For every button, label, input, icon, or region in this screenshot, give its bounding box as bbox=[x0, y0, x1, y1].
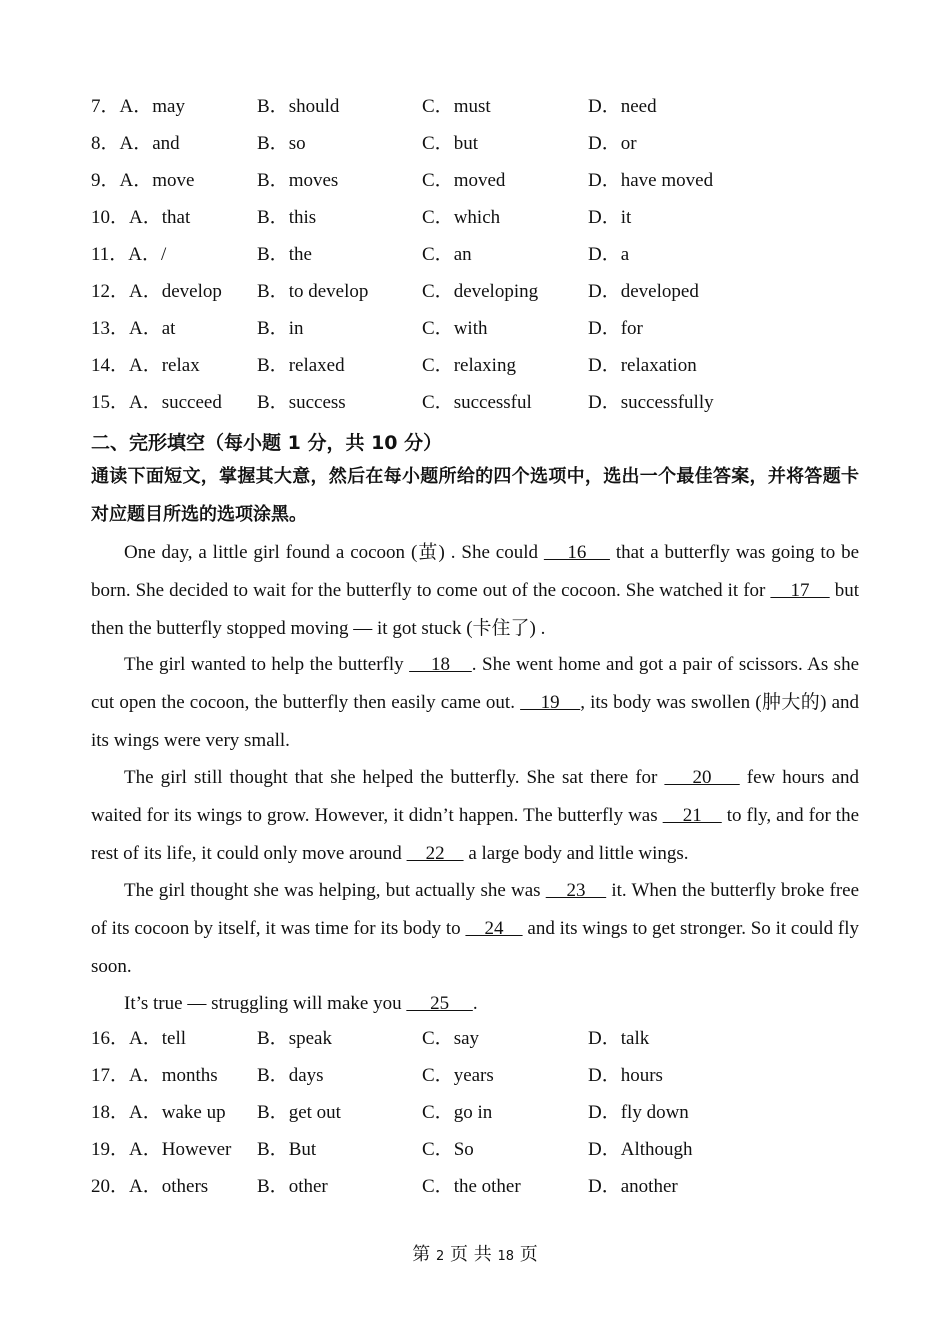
option-c: C．moved bbox=[422, 170, 506, 191]
option-d: D．another bbox=[588, 1176, 678, 1197]
option-c: C．say bbox=[422, 1028, 480, 1049]
option-d: D．fly down bbox=[588, 1102, 689, 1123]
option-d: D．talk bbox=[588, 1028, 650, 1049]
option-d: D．successfully bbox=[588, 392, 714, 413]
passage-paragraph-4: The girl thought she was helping, but actually she was 23 it. When the butterfly broke free of its cocoon by itself, it was time for its body to 24 and its wings to get stronger. So it could fly soon. bbox=[91, 880, 860, 977]
blank-23: 23 bbox=[545, 880, 607, 901]
option-a: 10．A．that bbox=[91, 207, 191, 228]
blank-19: 19 bbox=[520, 692, 581, 713]
page-total: 18 bbox=[497, 1249, 515, 1264]
option-b: B．But bbox=[257, 1139, 317, 1160]
option-c: C．the other bbox=[422, 1176, 521, 1197]
option-b: B．in bbox=[257, 318, 304, 339]
option-b: B．speak bbox=[257, 1028, 332, 1049]
option-a: 13．A．at bbox=[91, 318, 176, 339]
option-c: C．with bbox=[422, 318, 488, 339]
option-b: B．this bbox=[257, 207, 317, 228]
option-d: D．for bbox=[588, 318, 643, 339]
option-a: 16．A．tell bbox=[91, 1028, 187, 1049]
option-b: B．so bbox=[257, 133, 306, 154]
option-b: B．other bbox=[257, 1176, 328, 1197]
option-c: C．go in bbox=[422, 1102, 493, 1123]
blank-24: 24 bbox=[465, 918, 523, 939]
option-b: B．relaxed bbox=[257, 355, 345, 376]
blank-22: 22 bbox=[406, 843, 464, 864]
option-a: 18．A．wake up bbox=[91, 1102, 226, 1123]
passage-paragraph-3: The girl still thought that she helped the butterfly. She sat there for 20 few hours and waited for its wings to grow. However, it didn’t happen. The butterfly was 21 to fly, and for the rest of its life, it could only move around 22 a large body and little wings. bbox=[91, 767, 860, 864]
option-a: 11．A．/ bbox=[91, 244, 167, 265]
option-a: 17．A．months bbox=[91, 1065, 218, 1086]
option-b: B．moves bbox=[257, 170, 339, 191]
blank-25: 25 bbox=[406, 993, 473, 1014]
passage-paragraph-5: It’s true — struggling will make you 25 . bbox=[124, 993, 478, 1014]
option-a: 15．A．succeed bbox=[91, 392, 222, 413]
option-d: D．hours bbox=[588, 1065, 663, 1086]
section-heading: 二、完形填空（每小题 1 分，共 10 分） bbox=[91, 432, 443, 454]
option-d: D．relaxation bbox=[588, 355, 697, 376]
option-a: 19．A．However bbox=[91, 1139, 232, 1160]
option-b: B．the bbox=[257, 244, 312, 265]
option-a: 14．A．relax bbox=[91, 355, 200, 376]
option-d: D．it bbox=[588, 207, 632, 228]
option-b: B．get out bbox=[257, 1102, 341, 1123]
blank-17: 17 bbox=[770, 580, 830, 601]
option-d: D．have moved bbox=[588, 170, 714, 191]
blank-20: 20 bbox=[664, 767, 740, 788]
option-c: C．successful bbox=[422, 392, 532, 413]
option-d: D．or bbox=[588, 133, 637, 154]
option-b: B．should bbox=[257, 96, 340, 117]
option-b: B．success bbox=[257, 392, 346, 413]
page-footer: 第 2 页 共 18 页 bbox=[412, 1244, 538, 1265]
option-c: C．So bbox=[422, 1139, 474, 1160]
option-c: C．years bbox=[422, 1065, 494, 1086]
option-b: B．to develop bbox=[257, 281, 369, 302]
option-a: 12．A．develop bbox=[91, 281, 222, 302]
page-number: 2 bbox=[435, 1249, 445, 1264]
option-c: C．developing bbox=[422, 281, 539, 302]
option-c: C．relaxing bbox=[422, 355, 516, 376]
option-c: C．but bbox=[422, 133, 478, 154]
option-d: D．need bbox=[588, 96, 657, 117]
blank-21: 21 bbox=[662, 805, 722, 826]
option-c: C．which bbox=[422, 207, 501, 228]
passage-paragraph-1: One day, a little girl found a cocoon (茧) . She could 16 that a butterfly was going to be born. She decided to wait for the butterfly to come out of the cocoon. She watched it for 17 but then the butterfly stopped moving — it got stuck (卡住了) . bbox=[91, 542, 860, 639]
blank-16: 16 bbox=[543, 542, 610, 563]
option-b: B．days bbox=[257, 1065, 324, 1086]
option-d: D．a bbox=[588, 244, 630, 265]
option-a: 20．A．others bbox=[91, 1176, 209, 1197]
option-a: 9．A．move bbox=[91, 170, 195, 191]
option-c: C．an bbox=[422, 244, 472, 265]
passage-paragraph-2: The girl wanted to help the butterfly 18 . She went home and got a pair of scissors. As she cut open the cocoon, the butterfly then easily came out. 19 , its body was swollen (肿大的) and its wings were very small. bbox=[91, 654, 860, 751]
option-c: C．must bbox=[422, 96, 491, 117]
option-d: D．Although bbox=[588, 1139, 693, 1160]
blank-18: 18 bbox=[409, 654, 472, 675]
section-instruction: 通读下面短文，掌握其大意，然后在每小题所给的四个选项中，选出一个最佳答案，并将答题卡对应题目所选的选项涂黑。 bbox=[91, 466, 859, 525]
option-a: 8．A．and bbox=[91, 133, 180, 154]
option-a: 7．A．may bbox=[91, 96, 185, 117]
option-d: D．developed bbox=[588, 281, 699, 302]
